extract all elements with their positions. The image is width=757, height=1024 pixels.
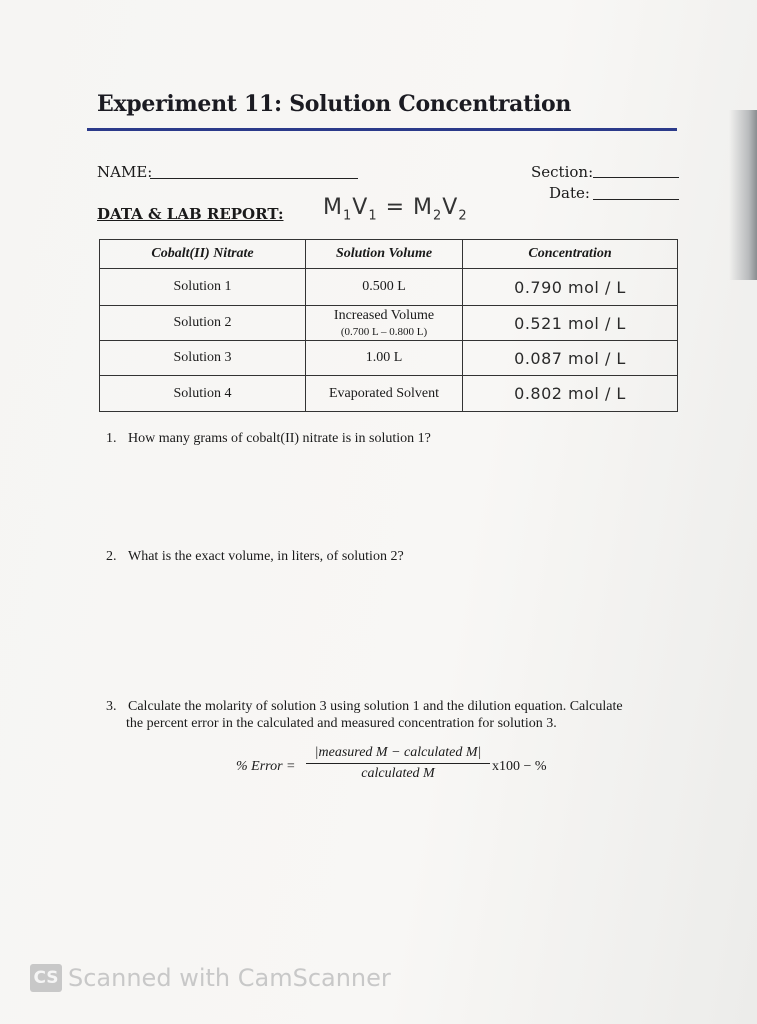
section-field-line [593, 177, 679, 178]
question-number: 2. [106, 549, 117, 564]
concentration-cell: 0.790 mol / L [463, 269, 678, 306]
date-label: Date: [549, 184, 590, 202]
solution-cell: Solution 4 [100, 376, 306, 412]
volume-cell [306, 306, 463, 341]
question-number: 3. [106, 699, 117, 714]
question-text-continued: the percent error in the calculated and measured concentration for solution 3. [126, 716, 557, 731]
header-concentration: Concentration [463, 240, 678, 269]
volume-text: Increased Volume [333, 308, 435, 323]
data-report-heading: DATA & LAB REPORT: [97, 205, 284, 223]
solution-cell: Solution 3 [100, 341, 306, 376]
header-solution-volume: Solution Volume [306, 240, 463, 269]
title-underline [87, 128, 677, 131]
error-fraction [306, 745, 490, 782]
volume-cell: 0.500 L [306, 269, 463, 306]
date-field-line [593, 199, 679, 200]
question-text: How many grams of cobalt(II) nitrate is in solution 1? [128, 431, 431, 446]
concentration-cell: 0.087 mol / L [463, 341, 678, 376]
section-label: Section: [531, 163, 594, 181]
solution-cell: Solution 1 [100, 269, 306, 306]
watermark-text: Scanned with CamScanner [68, 964, 391, 992]
handwritten-dilution-formula: $M_1V_1 = M_2V_2$ [323, 195, 468, 224]
question-text: What is the exact volume, in liters, of solution 2? [128, 549, 404, 564]
error-denominator: calculated M [361, 766, 435, 781]
camscanner-watermark [30, 964, 391, 992]
question-text: Calculate the molarity of solution 3 using solution 1 and the dilution equation. Calculate [128, 699, 623, 714]
name-field-line [150, 178, 358, 179]
table-row [100, 306, 678, 341]
table-row [100, 269, 678, 306]
solution-cell: Solution 2 [100, 306, 306, 341]
name-label: NAME: [97, 163, 153, 181]
error-numerator: |measured M − calculated M| [306, 745, 490, 764]
question-3 [106, 698, 666, 732]
camscanner-logo-icon: CS [30, 964, 62, 992]
data-table [99, 239, 678, 412]
concentration-cell: 0.802 mol / L [463, 376, 678, 412]
error-multiplier: x100 − % [492, 759, 547, 774]
concentration-cell: 0.521 mol / L [463, 306, 678, 341]
table-row [100, 341, 678, 376]
question-number: 1. [106, 431, 117, 446]
header-cobalt-nitrate: Cobalt(II) Nitrate [100, 240, 306, 269]
table-header-row [100, 240, 678, 269]
error-label: % Error = [236, 759, 296, 774]
page-edge-shadow [729, 110, 757, 280]
question-1 [106, 430, 431, 447]
question-2 [106, 548, 404, 565]
volume-range-note: (0.700 L – 0.800 L) [340, 326, 428, 338]
volume-cell: 1.00 L [306, 341, 463, 376]
page-title: Experiment 11: Solution Concentration [97, 91, 572, 117]
table-row [100, 376, 678, 412]
volume-cell: Evaporated Solvent [306, 376, 463, 412]
